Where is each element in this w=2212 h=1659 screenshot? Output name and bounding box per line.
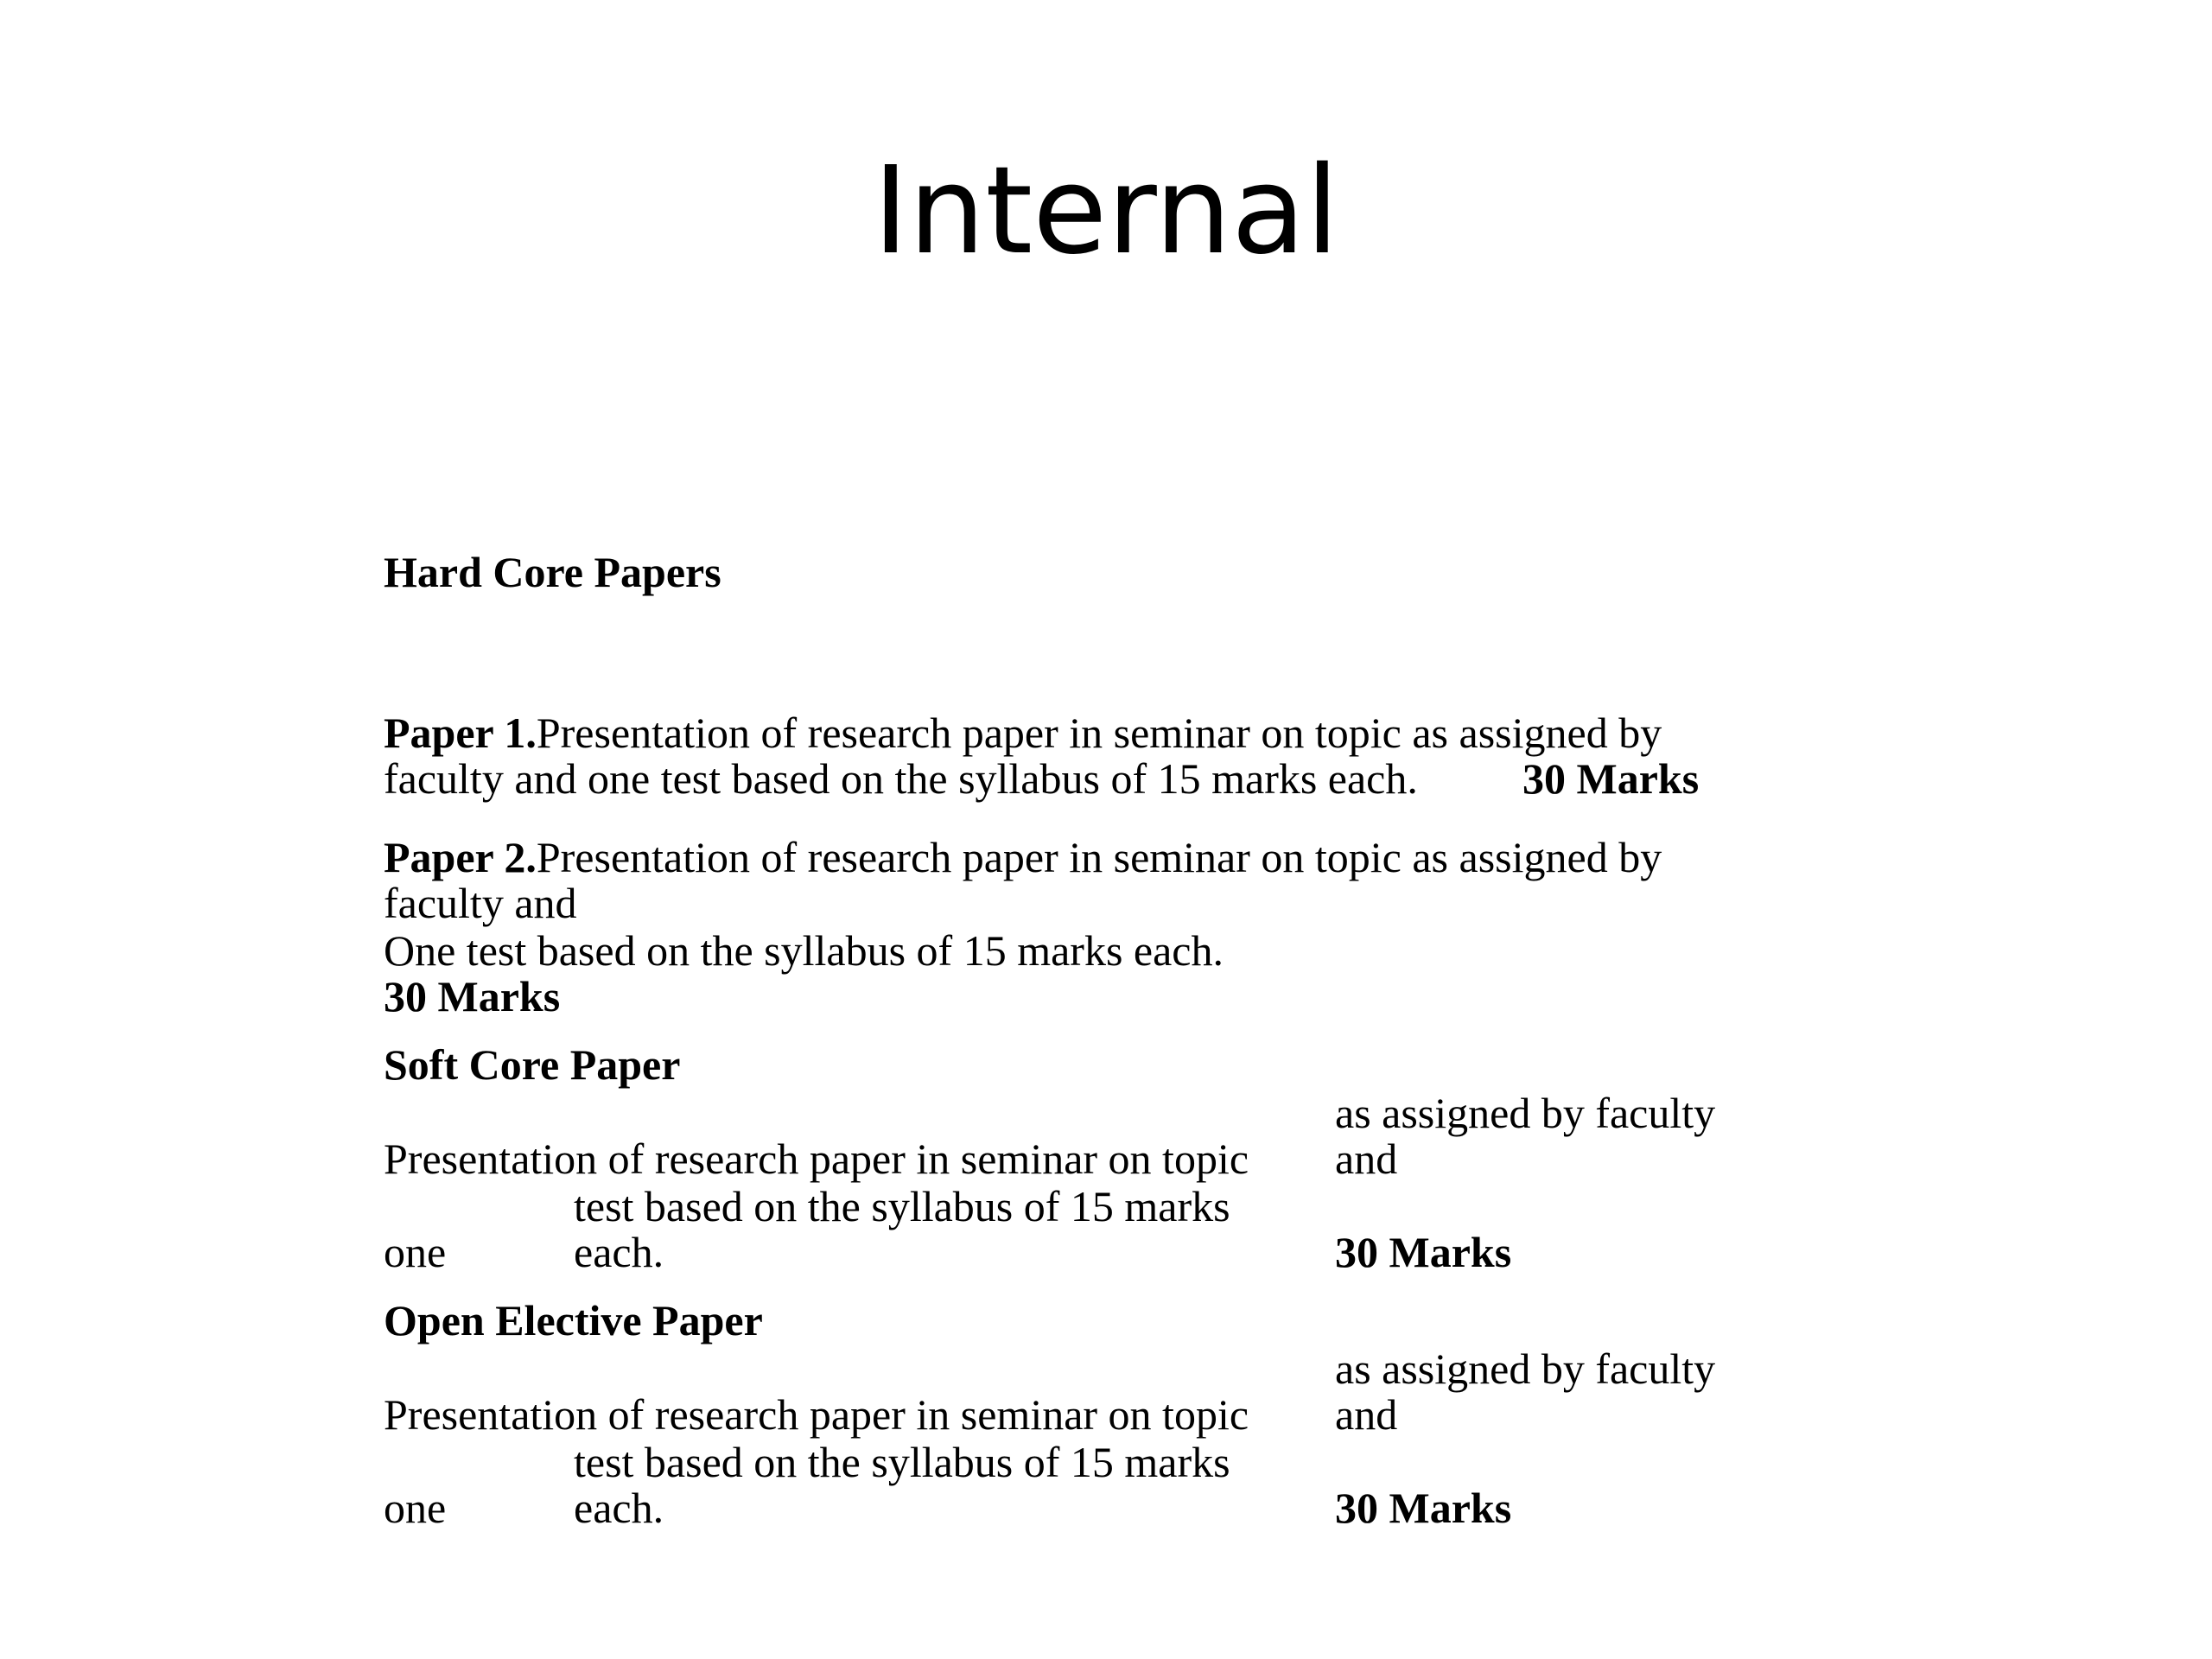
paper-2-text-line1: Presentation of research paper in seminar on topic as assigned by [536,833,1662,881]
open-elective-heading: Open Elective Paper [384,1296,763,1344]
open-elective-right-line2: and [1335,1390,1398,1439]
soft-core-heading: Soft Core Paper [384,1040,681,1089]
paper-1-text-line2: faculty and one test based on the syllabus of 15 marks each. [384,754,1418,803]
open-elective-left-line2: Presentation of research paper in seminar on topic [384,1390,1249,1439]
soft-core-marks: 30 Marks [1335,1228,1512,1276]
paper-2-text-line2: faculty and [384,879,577,927]
paper-1-text-line1: Presentation of research paper in seminar on topic as assigned by [536,709,1662,757]
paper-2-line1 [384,835,1662,880]
paper-2-text-line3: One test based on the syllabus of 15 marks each. [384,926,1224,975]
paper-2-marks: 30 Marks [384,972,561,1020]
open-elective-left-line4: one [384,1484,447,1532]
soft-core-mid-line4: each. [574,1228,664,1276]
open-elective-mid-line4: each. [574,1484,664,1532]
soft-core-left-line2: Presentation of research paper in seminar on topic [384,1135,1249,1183]
paper-1-label: Paper 1. [384,709,537,757]
hard-core-heading: Hard Core Papers [384,548,721,596]
paper-1-line1 [384,710,1662,756]
open-elective-right-line1: as assigned by faculty [1335,1344,1716,1393]
soft-core-right-line2: and [1335,1135,1398,1183]
open-elective-mid-line3: test based on the syllabus of 15 marks [574,1438,1230,1486]
soft-core-left-line4: one [384,1228,447,1276]
soft-core-right-line1: as assigned by faculty [1335,1089,1716,1137]
open-elective-marks: 30 Marks [1335,1484,1512,1532]
soft-core-mid-line3: test based on the syllabus of 15 marks [574,1182,1230,1230]
paper-1-line2 [384,756,1418,802]
paper-1-marks: 30 Marks [1522,754,1700,803]
paper-2-label: Paper 2. [384,833,537,881]
slide-title: Internal [873,141,1339,282]
